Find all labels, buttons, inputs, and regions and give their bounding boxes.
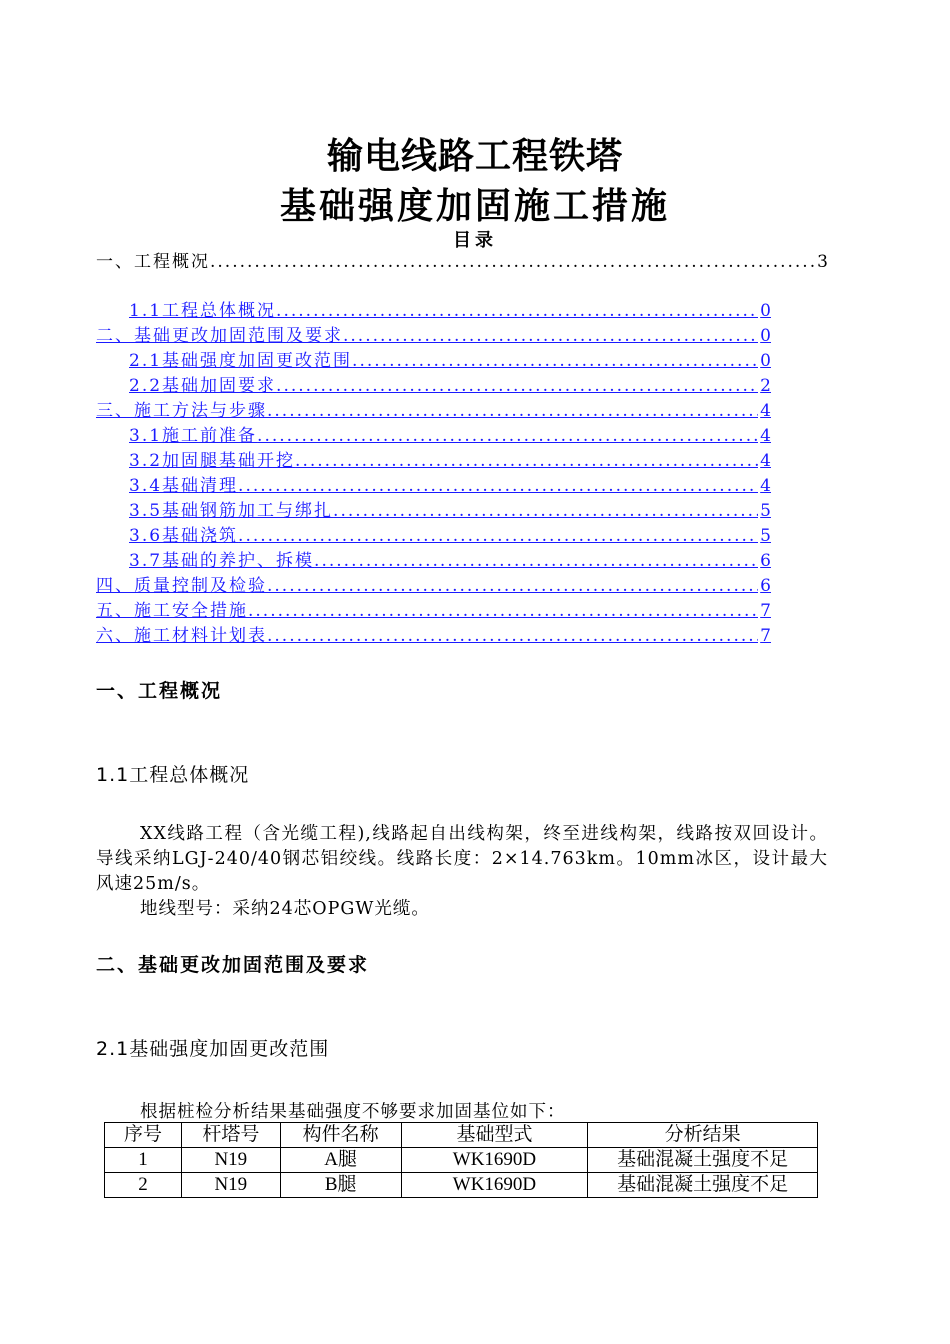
toc-item-page: 0: [760, 301, 771, 321]
table-cell: B腿: [280, 1173, 401, 1198]
table-of-contents: [96, 250, 828, 649]
table-header-cell: 构件名称: [280, 1123, 401, 1148]
toc-item-label: 3.7基础的养护、拆模: [129, 551, 315, 571]
toc-item-page: 2: [760, 376, 771, 396]
toc-heading: 目录: [453, 230, 497, 251]
toc-item-label: 六、施工材料计划表: [96, 626, 267, 646]
table-cell: 基础混凝土强度不足: [588, 1173, 818, 1198]
toc-item-label: 3.5基础钢筋加工与绑扎: [129, 501, 334, 521]
section2-1-heading: 2.1基础强度加固更改范围: [96, 1038, 330, 1060]
table-lead-text: 根据桩检分析结果基础强度不够要求加固基位如下：: [140, 1102, 566, 1122]
toc-item-6[interactable]: [96, 624, 771, 649]
table-row: [105, 1173, 818, 1198]
toc-item-1-1[interactable]: [96, 299, 771, 324]
toc-item-label: 二、基础更改加固范围及要求: [96, 326, 343, 346]
table-header-cell: 分析结果: [588, 1123, 818, 1148]
toc-item-3-6[interactable]: [96, 524, 771, 549]
toc-item-page: 6: [760, 576, 771, 596]
toc-item-page: 4: [760, 426, 771, 446]
toc-item-page: 4: [760, 451, 771, 471]
table-header-cell: 杆塔号: [181, 1123, 280, 1148]
toc-item-label: 2.2基础加固要求: [129, 376, 277, 396]
toc-item-3-7[interactable]: [96, 549, 771, 574]
toc-item-4[interactable]: [96, 574, 771, 599]
toc-item-page: 7: [760, 601, 771, 621]
toc-item-label: 1.1工程总体概况: [129, 301, 277, 321]
toc-item-label: 一、工程概况: [96, 252, 210, 272]
project-description: XX线路工程（含光缆工程),线路起自出线构架，终至进线构架，线路按双回设计。导线采纳LGJ-240/40钢芯铝绞线。线路长度：2×14.763km。10mm冰区，设计最大风速25m/s。: [96, 824, 828, 894]
toc-item-2[interactable]: [96, 324, 771, 349]
toc-item-label: 3.2加固腿基础开挖: [129, 451, 296, 471]
table-cell: N19: [181, 1173, 280, 1198]
toc-item-2-2[interactable]: [96, 374, 771, 399]
toc-item-3[interactable]: [96, 399, 771, 424]
table-cell: 基础混凝土强度不足: [588, 1148, 818, 1173]
toc-item-page: 3: [817, 252, 828, 272]
table-cell: WK1690D: [401, 1148, 588, 1173]
section1-1-heading: 1.1工程总体概况: [96, 764, 250, 786]
table-cell: N19: [181, 1148, 280, 1173]
toc-item-label: 3.4基础清理: [129, 476, 239, 496]
toc-item-5[interactable]: [96, 599, 771, 624]
toc-item-1[interactable]: [96, 250, 828, 275]
table-cell: A腿: [280, 1148, 401, 1173]
toc-item-page: 4: [760, 476, 771, 496]
toc-item-3-1[interactable]: [96, 424, 771, 449]
toc-item-3-5[interactable]: [96, 499, 771, 524]
section1-heading: 一、工程概况: [96, 680, 223, 702]
table-cell: 2: [105, 1173, 182, 1198]
toc-item-label: 三、施工方法与步骤: [96, 401, 267, 421]
toc-item-label: 2.1基础强度加固更改范围: [129, 351, 353, 371]
toc-item-label: 3.6基础浇筑: [129, 526, 239, 546]
table-row: [105, 1148, 818, 1173]
toc-item-page: 0: [760, 351, 771, 371]
toc-item-page: 5: [760, 501, 771, 521]
toc-item-label: 五、施工安全措施: [96, 601, 248, 621]
toc-item-page: 6: [760, 551, 771, 571]
toc-item-page: 5: [760, 526, 771, 546]
document-title-line2: 基础强度加固施工措施: [279, 186, 670, 227]
table-header-cell: 序号: [105, 1123, 182, 1148]
toc-item-3-4[interactable]: [96, 474, 771, 499]
toc-item-page: 0: [760, 326, 771, 346]
section2-heading: 二、基础更改加固范围及要求: [96, 954, 370, 976]
ground-wire-description: 地线型号：采纳24芯OPGW光缆。: [140, 899, 430, 919]
toc-item-label: 四、质量控制及检验: [96, 576, 267, 596]
table-header-cell: 基础型式: [401, 1123, 588, 1148]
toc-item-label: 3.1施工前准备: [129, 426, 258, 446]
document-title-line1: 输电线路工程铁塔: [326, 136, 623, 177]
reinforcement-table: [104, 1122, 818, 1198]
section1-body: [96, 822, 828, 922]
table-header-row: [105, 1123, 818, 1148]
toc-item-3-2[interactable]: [96, 449, 771, 474]
toc-item-page: 4: [760, 401, 771, 421]
toc-item-page: 7: [760, 626, 771, 646]
table-cell: WK1690D: [401, 1173, 588, 1198]
toc-item-2-1[interactable]: [96, 349, 771, 374]
table-cell: 1: [105, 1148, 182, 1173]
